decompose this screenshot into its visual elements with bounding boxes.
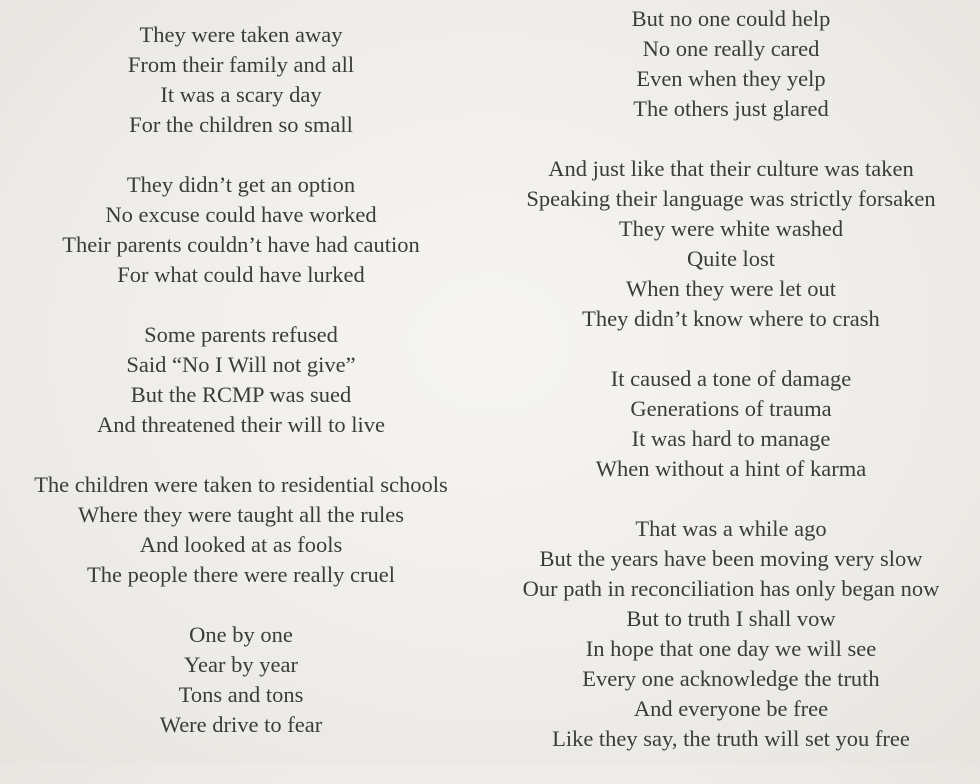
poem-line: Like they say, the truth will set you free xyxy=(552,726,910,751)
poem-line: Every one acknowledge the truth xyxy=(582,666,880,691)
stanza xyxy=(482,514,980,754)
poem-line: It caused a tone of damage xyxy=(610,366,852,391)
poem-line: They were taken away xyxy=(139,22,343,47)
poem-line: Our path in reconciliation has only began now xyxy=(522,576,940,601)
stanza xyxy=(482,154,980,334)
poem-line: Their parents couldn’t have had caution xyxy=(62,232,420,257)
poem-line: Even when they yelp xyxy=(636,66,826,91)
stanza xyxy=(482,364,980,484)
poem-line: But the RCMP was sued xyxy=(130,382,352,407)
poem-line: No excuse could have worked xyxy=(105,202,377,227)
stanza xyxy=(0,170,482,290)
poem-line: The children were taken to residential schools xyxy=(34,472,448,497)
poem-line: It was a scary day xyxy=(160,82,322,107)
poem-line: One by one xyxy=(189,622,293,647)
poem-line: Speaking their language was strictly forsaken xyxy=(526,186,936,211)
poem-line: But to truth I shall vow xyxy=(626,606,836,631)
poem-line: From their family and all xyxy=(127,52,355,77)
poem-left-column xyxy=(0,20,482,770)
poem-line: And looked at as fools xyxy=(139,532,343,557)
poem-line: The people there were really cruel xyxy=(87,562,395,587)
poem-right-column xyxy=(482,4,980,784)
stanza xyxy=(482,4,980,124)
poem-line: Were drive to fear xyxy=(159,712,323,737)
poem-line: For the children so small xyxy=(129,112,353,137)
stanza xyxy=(0,470,482,590)
poem-line: Where they were taught all the rules xyxy=(77,502,405,527)
poem-line: When without a hint of karma xyxy=(595,456,867,481)
poem-line: They didn’t know where to crash xyxy=(582,306,880,331)
poem-line: They were white washed xyxy=(618,216,844,241)
stanza xyxy=(0,320,482,440)
poem-line: And just like that their culture was taken xyxy=(548,156,914,181)
poem-line: But the years have been moving very slow xyxy=(539,546,923,571)
poem-line: Generations of trauma xyxy=(630,396,832,421)
stanza xyxy=(0,20,482,140)
poem-line: Some parents refused xyxy=(144,322,338,347)
poem-line: And threatened their will to live xyxy=(96,412,386,437)
poem-line: In hope that one day we will see xyxy=(585,636,877,661)
poem-line: Quite lost xyxy=(686,246,776,271)
poem-line: They didn’t get an option xyxy=(126,172,356,197)
poem-line: And everyone be free xyxy=(633,696,829,721)
poem-line: Year by year xyxy=(184,652,298,677)
poem-line: It was hard to manage xyxy=(631,426,831,451)
poem-line: Said “No I Will not give” xyxy=(126,352,356,377)
poem-line: That was a while ago xyxy=(635,516,827,541)
poem-line: No one really cared xyxy=(642,36,820,61)
poem-line: For what could have lurked xyxy=(117,262,365,287)
poem-line: Tons and tons xyxy=(178,682,304,707)
poem-line: The others just glared xyxy=(633,96,829,121)
stanza xyxy=(0,620,482,740)
poem-line: When they were let out xyxy=(626,276,836,301)
poem-line: But no one could help xyxy=(631,6,831,31)
